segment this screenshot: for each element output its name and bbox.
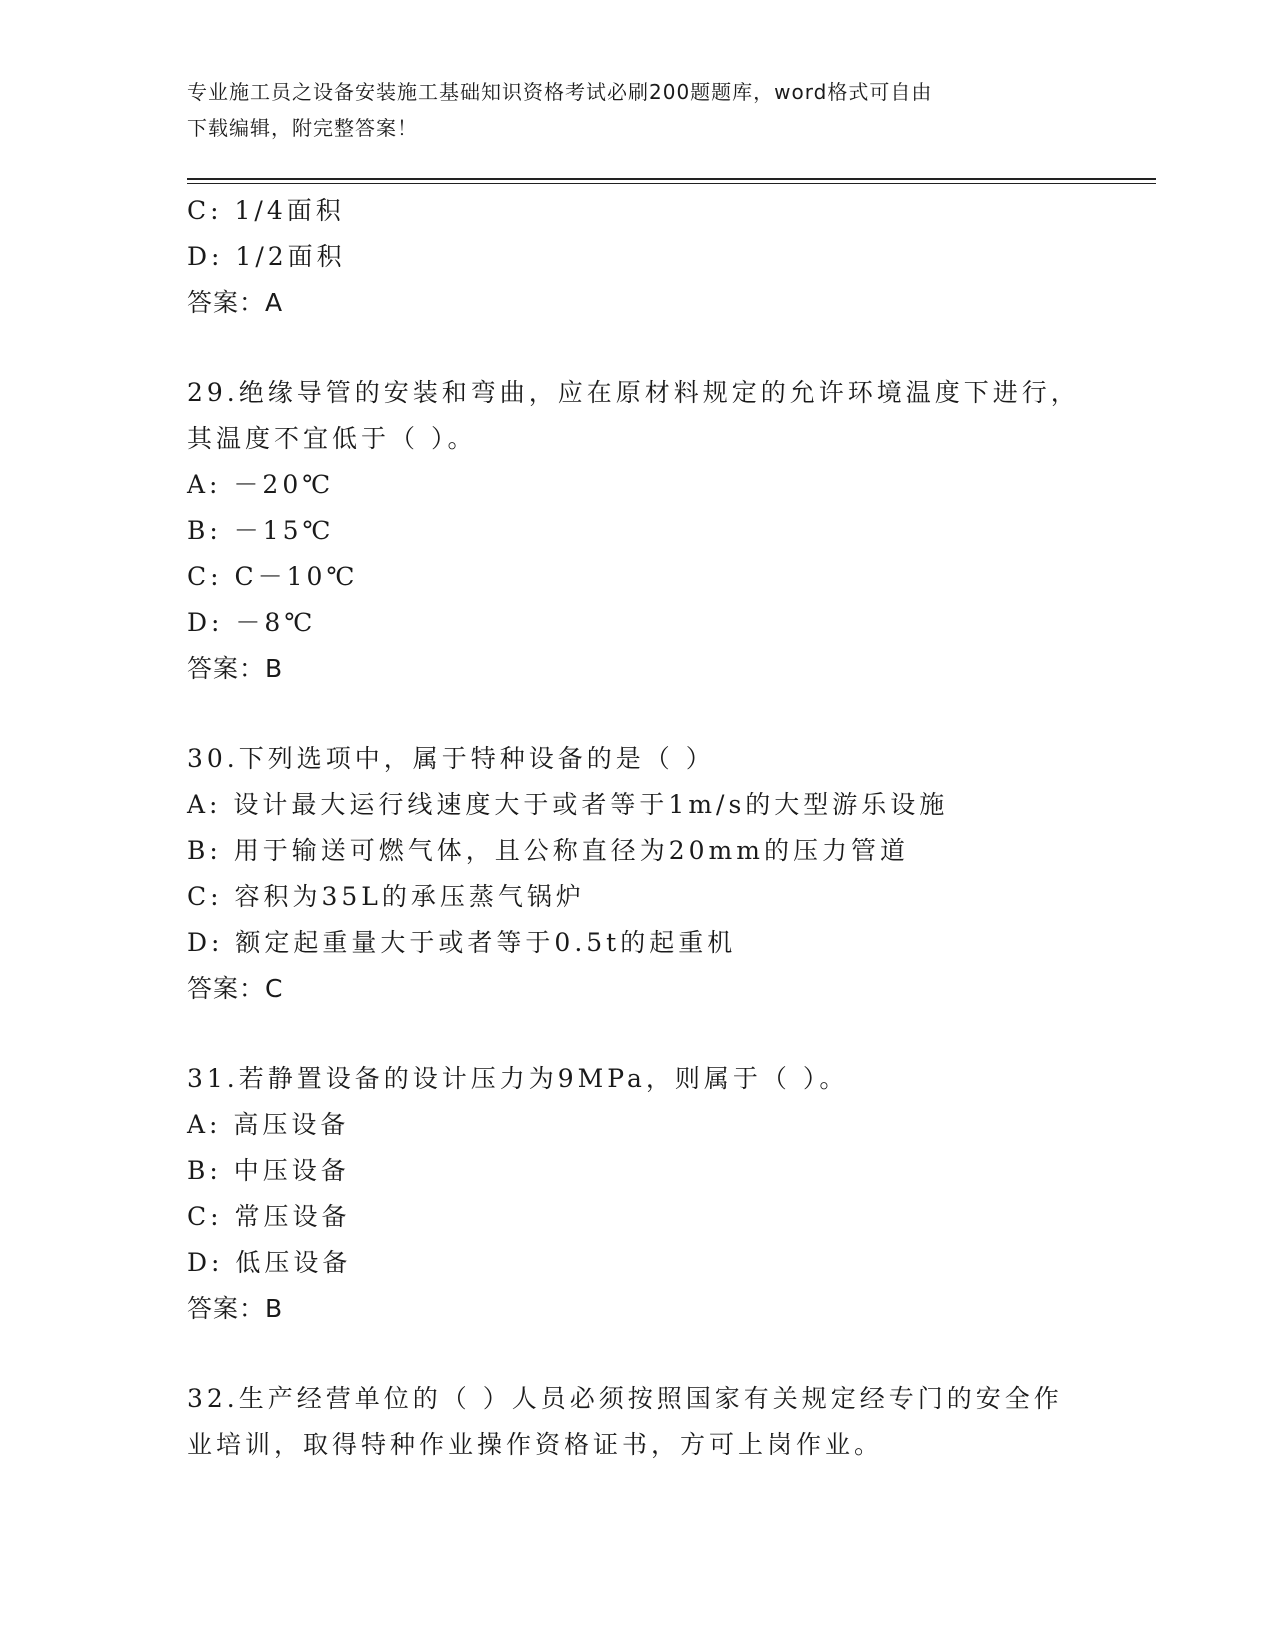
option-b: B: 中压设备: [187, 1156, 350, 1185]
question-spacer: [187, 692, 1087, 736]
option-d: D: 额定起重量大于或者等于0.5t的起重机: [187, 928, 737, 957]
question-spacer: [187, 1012, 1087, 1056]
document-header: [187, 74, 1067, 146]
question-stem: 29.绝缘导管的安装和弯曲，应在原材料规定的允许环境温度下进行，: [187, 378, 1080, 407]
question-31: [187, 1056, 1087, 1332]
option-c: C: 容积为35L的承压蒸气锅炉: [187, 882, 585, 911]
option-a: A: 设计最大运行线速度大于或者等于1m/s的大型游乐设施: [187, 790, 949, 819]
option-c: C: 常压设备: [187, 1202, 351, 1231]
header-line-1: 专业施工员之设备安装施工基础知识资格考试必刷200题题库，word格式可自由: [187, 80, 933, 104]
option-c: C: C－10℃: [187, 562, 359, 591]
question-prev: [187, 188, 1087, 326]
header-rule-thick: [187, 178, 1156, 180]
header-rule-thin: [187, 183, 1156, 184]
answer: 答案：C: [187, 974, 284, 1003]
answer: 答案：A: [187, 288, 284, 317]
question-29: [187, 370, 1087, 692]
question-32: [187, 1376, 1087, 1468]
question-stem: 32.生产经营单位的（ ）人员必须按照国家有关规定经专门的安全作: [187, 1384, 1063, 1413]
question-stem: 业培训，取得特种作业操作资格证书，方可上岗作业。: [187, 1430, 884, 1459]
option-b: B: －15℃: [187, 516, 335, 545]
question-30: [187, 736, 1087, 1012]
option-a: A: －20℃: [187, 470, 335, 499]
question-spacer: [187, 1332, 1087, 1376]
option-d: D: 低压设备: [187, 1248, 352, 1277]
answer: 答案：B: [187, 1294, 284, 1323]
question-stem: 30.下列选项中，属于特种设备的是（ ）: [187, 744, 715, 773]
answer: 答案：B: [187, 654, 284, 683]
question-stem: 其温度不宜低于（ ）。: [187, 424, 477, 453]
question-stem: 31.若静置设备的设计压力为9MPa，则属于（ ）。: [187, 1064, 849, 1093]
option-d: D: 1/2面积: [187, 242, 346, 271]
option-c: C: 1/4面积: [187, 196, 345, 225]
option-a: A: 高压设备: [187, 1110, 350, 1139]
option-d: D: －8℃: [187, 608, 317, 637]
question-spacer: [187, 326, 1087, 370]
header-line-2: 下载编辑，附完整答案！: [187, 116, 418, 140]
option-b: B: 用于输送可燃气体，且公称直径为20mm的压力管道: [187, 836, 909, 865]
question-list: [187, 188, 1087, 1468]
